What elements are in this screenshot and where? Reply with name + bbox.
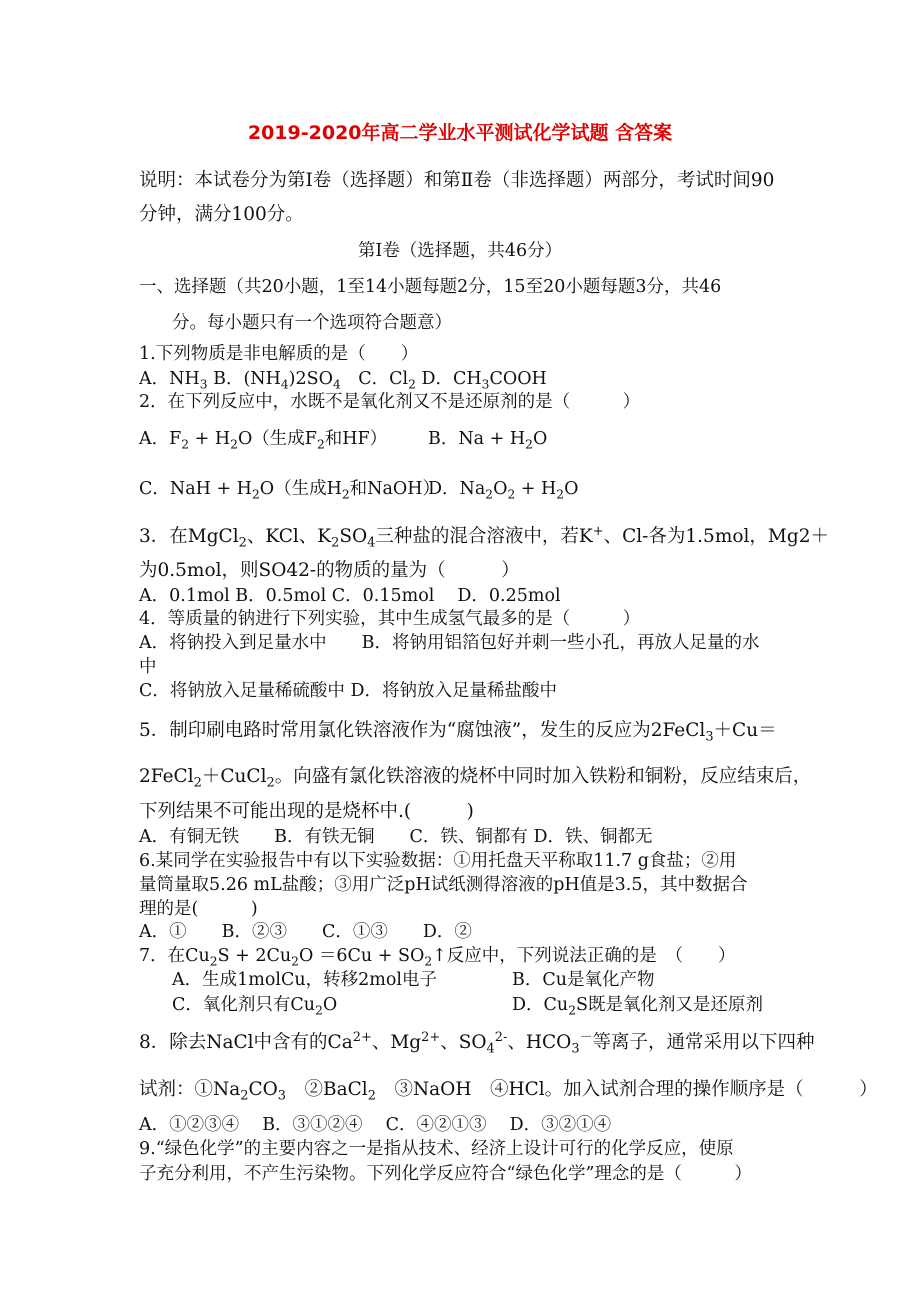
section-heading: 第Ⅰ卷（选择题，共46分） <box>357 241 563 261</box>
section-instruction-2: 分。每小题只有一个选项符合题意） <box>172 313 452 333</box>
q9-stem-line-1: 9.“绿色化学”的主要内容之一是指从技术、经济上设计可行的化学反应，使原 <box>139 1139 734 1159</box>
q7-stem: 7．在$Cu_2S + 2Cu_2O =6Cu$ + $SO_2↑$反应中，下列说法正确的是 （ ） <box>139 946 736 969</box>
q5-stem-line-1: 5．制印刷电路时常用氯化铁溶液作为“腐蚀液”，发生的反应为2FeCl$_3$＋Cu＝ <box>139 720 777 745</box>
q6-stem-line-2: 量筒量取5.26 mL盐酸；③用广泛pH试纸测得溶液的pH值是3.5，其中数据合 <box>139 875 748 895</box>
q4-options-ab: A．将钠投入到足量水中 B．将钠用铝箔包好并刺一些小孔，再放人足量的水 <box>139 633 760 653</box>
q4-options-ab-cont: 中 <box>139 657 157 677</box>
q8-options: A．①②③④ B．③①②④ C．④②①③ D．③②①④ <box>139 1115 612 1135</box>
q2-option-a: A．$F_2 + H_2O$（生成$F_2$和HF） <box>139 429 388 452</box>
section-instruction-1: 一、选择题（共20小题，1至14小题每题2分，15至20小题每题3分，共46 <box>139 277 722 297</box>
q8-stem-line-1: 8．除去NaCl中含有的$Ca^{2+}$、$Mg^{2+}$、$SO_4^{2-}$、$HCO_3^-$等离子，通常采用以下四种 <box>139 1029 815 1057</box>
q3-stem-line-1: 3．在MgCl$_2$、KCl、$K_2SO_4$三种盐的混合溶液中，若K+、Cl-各为1.5mol，Mg2＋ <box>139 523 829 551</box>
q4-stem: 4．等质量的钠进行下列实验，其中生成氢气最多的是（ ） <box>139 609 641 629</box>
page-title: 2019-2020年高二学业水平测试化学试题 含答案 <box>247 122 673 144</box>
q7-option-d: D．$Cu_2S$既是氧化剂又是还原剂 <box>512 995 763 1018</box>
q7-option-b: B．Cu是氧化产物 <box>512 970 655 990</box>
q1-options: A．$NH_3$ B．$(NH_4)2SO_4$ C．$Cl_2$ D．$CH_3COOH$ <box>139 369 547 392</box>
q3-options: A．0.1mol B．0.5mol C．0.15mol D．0.25mol <box>139 586 561 606</box>
q6-stem-line-1: 6.某同学在实验报告中有以下实验数据：①用托盘天平称取11.7 g食盐；②用 <box>139 851 737 871</box>
q5-stem-line-2: 2FeCl$_2$＋CuCl$_2$。向盛有氯化铁溶液的烧杯中同时加入铁粉和铜粉，反应结束后， <box>139 766 812 791</box>
intro-line-1: 说明：本试卷分为第Ⅰ卷（选择题）和第Ⅱ卷（非选择题）两部分，考试时间90 <box>139 170 775 191</box>
q2-option-c: C．NaH + $H_2O$（生成$H_2$和NaOH） <box>139 479 441 502</box>
q1-stem: 1.下列物质是非电解质的是（ ） <box>139 344 419 364</box>
q7-option-a: A．生成1molCu，转移2mol电子 <box>172 970 438 990</box>
q7-option-c: C．氧化剂只有$Cu_2O$ <box>172 995 338 1018</box>
q2-stem: 2．在下列反应中，水既不是氧化剂又不是还原剂的是（ ） <box>139 392 641 412</box>
q6-stem-line-3: 理的是( ) <box>139 899 258 919</box>
q6-options: A．① B．②③ C．①③ D．② <box>139 922 472 942</box>
q2-option-d: D．$Na_2O_2 + H_2O$ <box>428 479 579 502</box>
q9-stem-line-2: 子充分利用，不产生污染物。下列化学反应符合“绿色化学”理念的是（ ） <box>139 1164 752 1184</box>
q8-stem-line-2: 试剂：$①Na_2CO_3$ ②BaCl$_2$ ③NaOH ④HCl。加入试剂合理的操作顺序是（ ） <box>139 1079 878 1104</box>
q2-option-b: B．$Na + H_2O$ <box>428 429 548 452</box>
q5-options: A．有铜无铁 B．有铁无铜 C．铁、铜都有 D．铁、铜都无 <box>139 827 653 847</box>
q5-stem-line-3: 下列结果不可能出现的是烧杯中.( ) <box>139 801 474 822</box>
q4-options-cd: C．将钠放入足量稀硫酸中 D．将钠放入足量稀盐酸中 <box>139 681 557 701</box>
q3-stem-line-2: 为0.5mol，则SO42-的物质的量为（ ） <box>139 560 520 581</box>
intro-line-2: 分钟，满分100分。 <box>139 204 304 225</box>
